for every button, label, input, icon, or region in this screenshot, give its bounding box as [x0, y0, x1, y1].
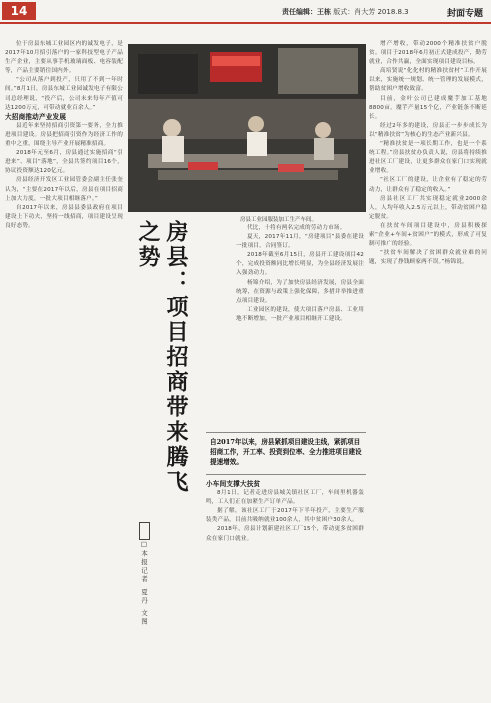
factory-photo [128, 44, 366, 212]
lead-top-rule [206, 432, 366, 433]
article-column-3 [369, 40, 487, 700]
paragraph: 工业园区的建设，使大项目落户房县、工业用地不断增加，一批产业项目相继开工建设。 [236, 306, 364, 322]
paragraph: 在扶贫车间项目建设中，房县积极探索“企业+车间+贫困户”的模式，形成了可复制可推广的经验。 [369, 222, 487, 248]
paragraph: “扶贫车间解决了贫困群众就业难的问题，实现了挣钱顾家两不误。”杨锦说。 [369, 250, 487, 266]
editor-label: 责任编辑：王栋 [282, 8, 331, 16]
lead-paragraph: 自2017年以来，房县紧抓项目建设主线，紧抓项目招商工作，开工率、投资到位率、全力推进项目建设提速增效。 [210, 438, 362, 466]
paragraph: 目前，金叶公司已建成魔芋加工基地8800亩，魔芋产量15个亿，产业链条不断延长。 [369, 95, 487, 120]
article-column-2-bottom [206, 480, 364, 700]
article-column-1 [5, 40, 123, 700]
paragraph: 县近年来坚持招商引资第一要务，全力推进项目建设。房县把招商引资作为经济工作的重中之重，围绕主导产业开展精准招商。 [5, 122, 123, 148]
lead-bottom-rule [206, 474, 366, 475]
paragraph: 房县经济开发区工业园管委会副主任张奎认为，“主要在2017年以后，房县在项目招商上加大力度，一批大项目相继落户。” [5, 177, 123, 202]
factory-photo-image [128, 44, 366, 212]
article-column-2-top [236, 224, 364, 430]
paragraph: “社区工厂的建设，让企业有了稳定的劳动力，让群众有了稳定的收入。” [369, 177, 487, 193]
page-number: 14 [2, 2, 36, 20]
paragraph: 2018年，房县计划新建社区工厂15个，带动更多贫困群众在家门口就业。 [206, 526, 364, 542]
paragraph: 据了解，该社区工厂于2017年下半年投产，主要生产服装类产品，目前共吸纳就业100余人，其中贫困户30余人。 [206, 508, 364, 524]
section-title: 封面专题 [446, 9, 483, 19]
paragraph: 高培贤说“化化村的精准扶贫村”工作开展以来，实施统一规划、统一管理的发展模式，帮助贫困户增收致富。 [369, 68, 487, 93]
paragraph: 经过2年多的建设，房县正一步步成长为以“精准扶贫”为核心的生态产业新兴县。 [369, 122, 487, 138]
header-rule [0, 22, 491, 24]
paragraph: “精准扶贫是一项长期工作，也是一个系统工程。”房县扶贫办负责人说，房县将持续推进社区工厂建设，让更多群众在家门口实现就业增收。 [369, 141, 487, 175]
paragraph: 代比，十将有两名完成的劳动力市场。 [247, 225, 346, 231]
page-header [0, 0, 491, 22]
subhead-poverty: 小车间支撑大扶贫 [206, 480, 261, 488]
photo-caption: 房县工业园服装加工生产车间。 [240, 217, 318, 223]
byline: □本报记者 夏丹 文图 [140, 540, 148, 627]
headline: 房县：项目招商带来腾飞之势 [135, 220, 189, 495]
paragraph: 2018年元至6月，房县通过实施招商“引进来”、项目“落地”，全县共签约项目16个，协议投资额达120亿元。 [5, 150, 123, 175]
layout-label: 版式：肖大芳 [333, 8, 376, 16]
paragraph: 8月1日，记者走进房县城关镇社区工厂，车间里机器轰鸣，工人们正在加紧生产订单产品。 [206, 490, 364, 506]
author-marker [139, 522, 150, 540]
paragraph: 增产增收，带动2000个精准扶贫户脱贫。项目于2018年6月初正式建成投产，勤劳就业，合作共赢，全面实现项目建设目标。 [369, 41, 487, 66]
paragraph: 夏天，2017年11月，“房建项目”县委在建设一批项目，合同签订。 [236, 234, 364, 250]
issue-date: 2018.8.3 [377, 8, 409, 16]
paragraph: 2018年截至6月15日，房县开工建设项目42个，完成投资额同比增长明显，为全县经济发展注入强劲动力。 [236, 252, 364, 277]
paragraph: 自2017年以来，房县县委县政府在项目建设上下功夫，坚持一线招商，项目建设呈现良好态势。 [5, 204, 123, 229]
editor-credits [282, 7, 409, 17]
paragraph: “公司从落户到投产，只用了不到一年时间。”8月1日，房县东城工业园诚发电子有限公司总经理说，“投产后，公司未来每年产值可达1200万元，可带动就业百余人。” [5, 77, 123, 111]
paragraph: 房县社区工厂共实现稳定就业2000余人，人均年收入2.5万元以上，带动贫困户稳定脱贫。 [369, 195, 487, 220]
paragraph: 杨锦介绍，为了加快房县经济发展，房县全面统筹，在资源与政策上强化保障，多措并举推进重点项目建设。 [236, 279, 364, 304]
paragraph: 位于房县东城工业园区内的诚发电子，是2017年10月招引落户的一家科技型电子产品生产企业，主要从事手机玻璃面板、电容装配等，产品主要销往国内外。 [5, 41, 123, 75]
subhead-investment: 大招商推动产业发展 [5, 112, 67, 121]
